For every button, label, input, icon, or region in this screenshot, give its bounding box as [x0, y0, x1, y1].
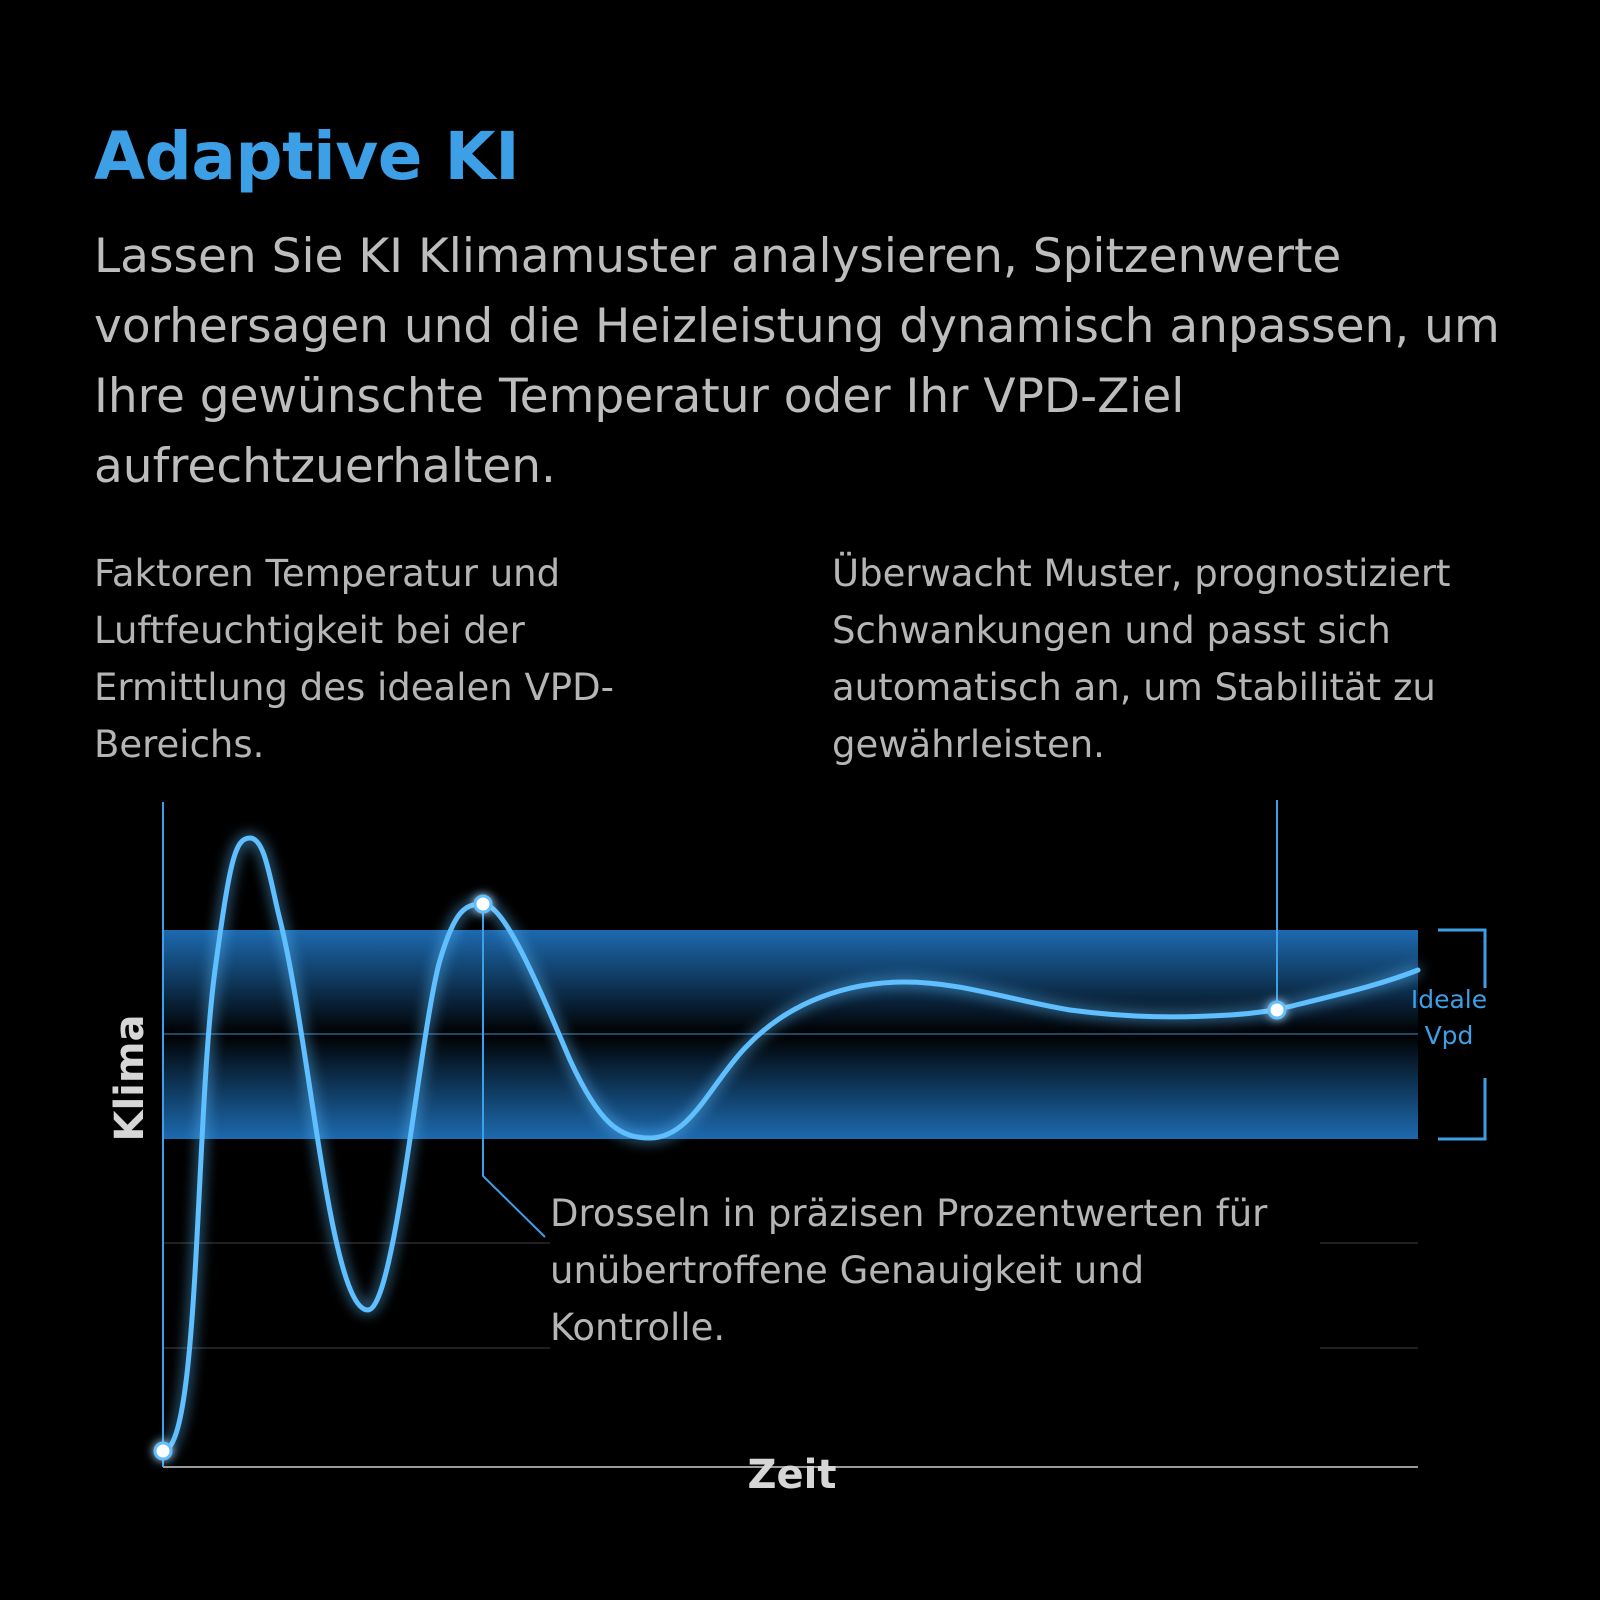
- climate-curve: [163, 838, 1418, 1451]
- intro-paragraph: Lassen Sie KI Klimamuster analysieren, Spitzenwerte vorhersagen und die Heizleistung dynamisch anpassen, um Ihre gewünschte Temperatur oder Ihr VPD-Ziel aufrechtzuerhalten.: [94, 229, 1500, 494]
- ideal-vpd-label: [1404, 982, 1494, 1054]
- start-dot: [155, 1443, 171, 1459]
- note-throttle: Drosseln in präzisen Prozentwerten für unübertroffene Genauigkeit und Kontrolle.: [550, 1185, 1320, 1356]
- x-axis-label: Zeit: [747, 1452, 837, 1498]
- y-axis-label: Klima: [107, 1014, 153, 1142]
- stable-dot: [1269, 1002, 1285, 1018]
- page-title: Adaptive KI: [94, 118, 520, 195]
- ideal-vpd-label-line1: Ideale: [1410, 985, 1488, 1014]
- ideal-vpd-label-line2: Vpd: [1424, 1021, 1474, 1050]
- note-vpd-factors: Faktoren Temperatur und Luftfeuchtigkeit bei der Ermittlung des idealen VPD-Bereichs.: [94, 552, 614, 766]
- peak-dot: [475, 896, 491, 912]
- note-monitoring: Überwacht Muster, prognostiziert Schwankungen und passt sich automatisch an, um Stabilität zu gewährleisten.: [832, 552, 1451, 766]
